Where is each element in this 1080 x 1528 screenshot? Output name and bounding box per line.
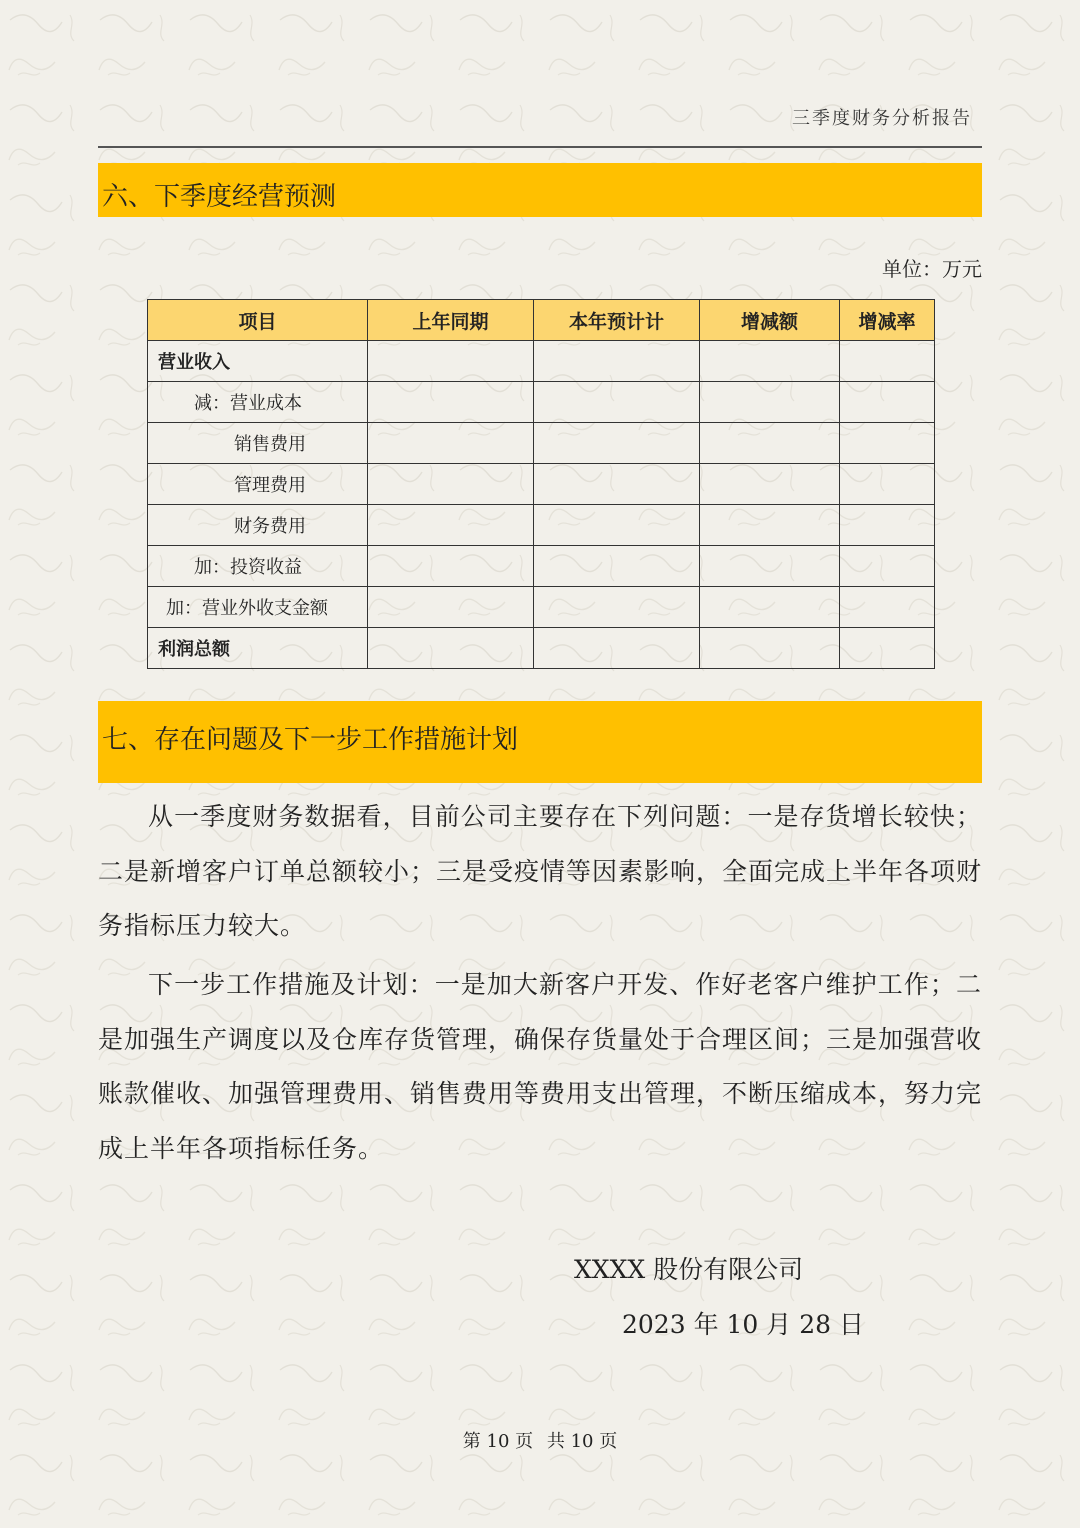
page-number: 第 10 页 (462, 1431, 534, 1452)
table-cell (368, 587, 534, 628)
table-cell (368, 423, 534, 464)
table-cell (534, 423, 700, 464)
paragraph-plan: 下一步工作措施及计划：一是加大新客户开发、作好老客户维护工作；二是加强生产调度以及仓库存货管理，确保存货量处于合理区间；三是加强营收账款催收、加强管理费用、销售费用等费用支出管理，不断压缩成本，努力完成上半年各项指标任务。 (98, 970, 983, 1163)
signature-date: 2023 年 10 月 28 日 (622, 1310, 864, 1339)
table-row (148, 505, 935, 546)
column-header: 本年预计计 (534, 300, 700, 341)
table-row (148, 341, 935, 382)
table-cell (534, 341, 700, 382)
table-cell (700, 341, 840, 382)
table-cell (840, 464, 935, 505)
section-7-heading-text: 七、存在问题及下一步工作措施计划 (102, 724, 519, 755)
table-cell (700, 382, 840, 423)
column-header: 项目 (148, 300, 368, 341)
table-cell (534, 628, 700, 669)
table-cell (700, 628, 840, 669)
row-label: 利润总额 (148, 628, 368, 669)
table-header-row (148, 300, 935, 341)
table-cell (700, 587, 840, 628)
unit-label: 单位：万元 (882, 257, 982, 281)
table-cell (368, 628, 534, 669)
row-label: 销售费用 (148, 423, 368, 464)
table-cell (368, 505, 534, 546)
table-cell (534, 382, 700, 423)
table-cell (534, 546, 700, 587)
section-6-heading (98, 163, 982, 217)
row-label: 加：营业外收支金额 (148, 587, 368, 628)
table-cell (840, 587, 935, 628)
column-header: 增减额 (700, 300, 840, 341)
table-cell (368, 341, 534, 382)
signature-company: XXXX 股份有限公司 (574, 1255, 804, 1284)
table-cell (700, 464, 840, 505)
forecast-table (147, 299, 935, 669)
table-cell (840, 341, 935, 382)
paragraph-problems: 从一季度财务数据看，目前公司主要存在下列问题：一是存货增长较快；二是新增客户订单总额较小；三是受疫情等因素影响，全面完成上半年各项财务指标压力较大。 (98, 802, 983, 940)
section-6-heading-text: 六、下季度经营预测 (102, 181, 337, 212)
table-cell (700, 546, 840, 587)
header-title: 三季度财务分析报告 (792, 108, 972, 129)
table-cell (840, 628, 935, 669)
table-cell (368, 382, 534, 423)
table-cell (534, 587, 700, 628)
column-header: 上年同期 (368, 300, 534, 341)
section-7-heading (98, 701, 982, 783)
table-cell (840, 423, 935, 464)
page-total: 共 10 页 (546, 1431, 618, 1452)
table-row (148, 382, 935, 423)
row-label: 管理费用 (148, 464, 368, 505)
table-row (148, 464, 935, 505)
table-cell (700, 505, 840, 546)
row-label: 营业收入 (148, 341, 368, 382)
table-cell (534, 505, 700, 546)
table-cell (534, 464, 700, 505)
table-cell (700, 423, 840, 464)
column-header: 增减率 (840, 300, 935, 341)
table-row (148, 628, 935, 669)
table-row (148, 423, 935, 464)
row-label: 加：投资收益 (148, 546, 368, 587)
table-cell (368, 464, 534, 505)
page-footer (0, 1427, 1080, 1453)
table-row (148, 587, 935, 628)
table-cell (368, 546, 534, 587)
row-label: 财务费用 (148, 505, 368, 546)
table-cell (840, 382, 935, 423)
table-cell (840, 505, 935, 546)
table-row (148, 546, 935, 587)
header-divider (98, 146, 982, 148)
table-cell (840, 546, 935, 587)
row-label: 减：营业成本 (148, 382, 368, 423)
